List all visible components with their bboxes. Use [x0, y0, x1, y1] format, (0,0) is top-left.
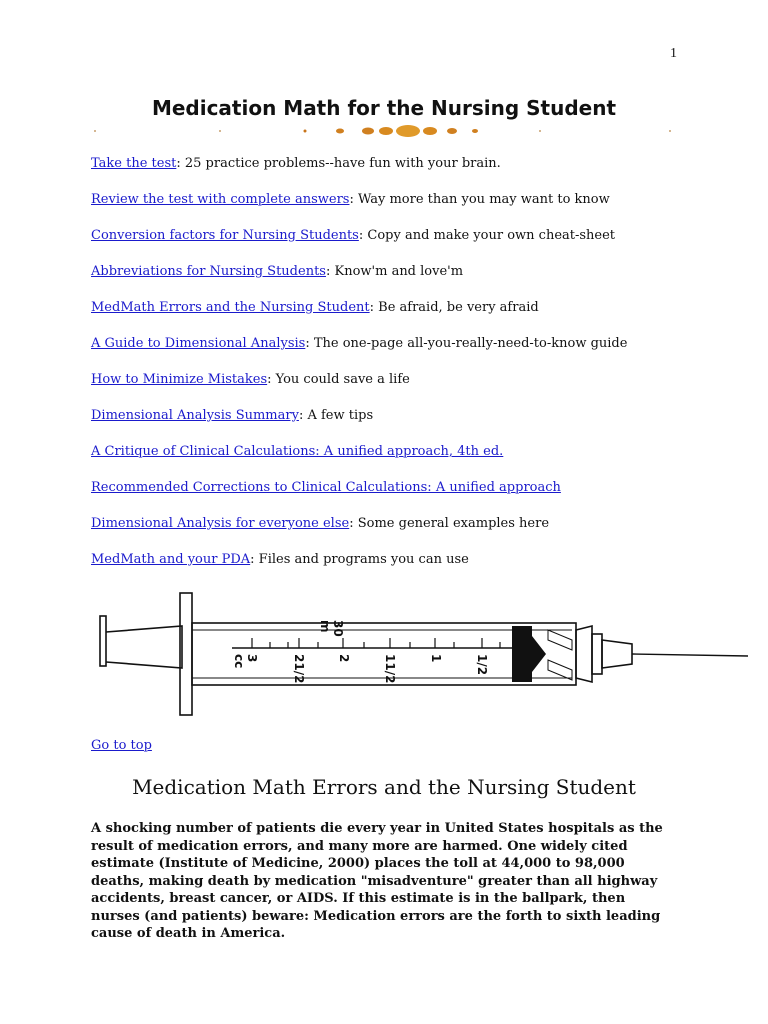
link-separator: : [349, 192, 354, 207]
link-dimensional-analysis-guide[interactable]: A Guide to Dimensional Analysis [91, 336, 306, 351]
list-item [91, 335, 731, 371]
syringe-label-2-half: 21/2 [292, 654, 306, 684]
ornament-dot [472, 129, 478, 133]
ornament-dot [219, 130, 221, 132]
ornament-dot [669, 130, 671, 132]
list-item [91, 191, 731, 227]
link-description: A few tips [303, 408, 374, 423]
link-separator: : [369, 300, 375, 315]
ornament-dot [539, 130, 541, 132]
section-heading: Medication Math Errors and the Nursing Student [132, 775, 636, 799]
link-description: Know'm and love'm [330, 264, 464, 279]
ornament-dot [423, 127, 437, 135]
syringe-illustration [92, 590, 752, 720]
page-number: 1 [670, 46, 677, 61]
ornament-center [396, 125, 420, 137]
link-separator: : [250, 552, 255, 567]
syringe-tip [576, 626, 592, 682]
link-conversion-factors[interactable]: Conversion factors for Nursing Students [91, 228, 359, 243]
link-description: Copy and make your own cheat-sheet [363, 228, 616, 243]
link-separator: : [176, 156, 181, 171]
link-separator: : [298, 408, 304, 423]
plunger-flange [100, 616, 106, 666]
link-list [91, 155, 731, 587]
body-paragraph: A shocking number of patients die every year in United States hospitals as the result of medication errors, and many more are harmed. One widely cited estimate (Institute of Medicine, 2000) places the toll at 44,000 to 98,000 deaths, making death by medication "misadventure" greater than all highway accidents, breast cancer, or AIDS. If this estimate is in the ballpark, then nurses (and patients) beware: Medication errors are the forth to sixth leading cause of death in America. [91, 821, 663, 941]
link-description: You could save a life [271, 372, 410, 387]
syringe-label-2: 2 [337, 654, 351, 663]
list-item [91, 551, 731, 587]
decorative-dots-ornament [90, 121, 680, 141]
link-description: 25 practice problems--have fun with your brain. [180, 156, 501, 171]
link-description: The one-page all-you-really-need-to-know guide [309, 336, 628, 351]
syringe-label-30: 30 [331, 620, 345, 637]
link-review-test[interactable]: Review the test with complete answers [91, 192, 350, 207]
ornament-dot [336, 129, 344, 134]
syringe-label-m: m [318, 620, 332, 633]
page-title: Medication Math for the Nursing Student [151, 96, 617, 120]
syringe-hub [592, 634, 602, 674]
ornament-dot [94, 130, 96, 132]
needle-hub [602, 640, 632, 668]
list-item [91, 227, 731, 263]
link-medmath-pda[interactable]: MedMath and your PDA [91, 552, 251, 567]
list-item [91, 407, 731, 443]
needle [632, 654, 748, 656]
list-item [91, 299, 731, 335]
link-separator: : [267, 372, 272, 387]
syringe-label-1-half: 11/2 [383, 654, 397, 684]
stopper-hatching [548, 630, 572, 680]
link-description: Some general examples here [353, 516, 550, 531]
stopper-tip [532, 636, 546, 672]
link-description: Way more than you may want to know [353, 192, 610, 207]
link-abbreviations[interactable]: Abbreviations for Nursing Students [91, 264, 326, 279]
go-to-top-link[interactable]: Go to top [91, 738, 152, 753]
ornament-dot [362, 128, 374, 135]
plunger-rod [106, 626, 182, 668]
ornament-dot [304, 130, 307, 133]
syringe-label-half: 1/2 [475, 654, 489, 676]
link-dimensional-analysis-summary[interactable]: Dimensional Analysis Summary [91, 408, 299, 423]
link-medmath-errors[interactable]: MedMath Errors and the Nursing Student [91, 300, 370, 315]
link-separator: : [325, 264, 331, 279]
list-item [91, 155, 731, 191]
ornament-dot [447, 128, 457, 134]
list-item [91, 443, 731, 479]
graduation-ticks [252, 638, 500, 648]
list-item [91, 479, 731, 515]
rubber-stopper [512, 626, 532, 682]
link-dimensional-analysis-everyone[interactable]: Dimensional Analysis for everyone else [91, 516, 350, 531]
link-recommended-corrections[interactable]: Recommended Corrections to Clinical Calculations: A unified approach [91, 480, 561, 495]
link-separator: : [349, 516, 354, 531]
syringe-label-1: 1 [429, 654, 443, 663]
list-item [91, 515, 731, 551]
list-item [91, 371, 731, 407]
link-separator: : [358, 228, 364, 243]
syringe-label-cc: cc [232, 654, 246, 669]
syringe-label-3: 3 [245, 654, 259, 663]
link-take-test[interactable]: Take the test [91, 156, 177, 171]
link-separator: : [305, 336, 310, 351]
list-item [91, 263, 731, 299]
link-description: Be afraid, be very afraid [374, 300, 539, 315]
link-minimize-mistakes[interactable]: How to Minimize Mistakes [91, 372, 268, 387]
ornament-dot [379, 127, 393, 135]
link-description: Files and programs you can use [254, 552, 469, 567]
link-critique-clinical-calculations[interactable]: A Critique of Clinical Calculations: A unified approach, 4th ed. [91, 444, 504, 459]
